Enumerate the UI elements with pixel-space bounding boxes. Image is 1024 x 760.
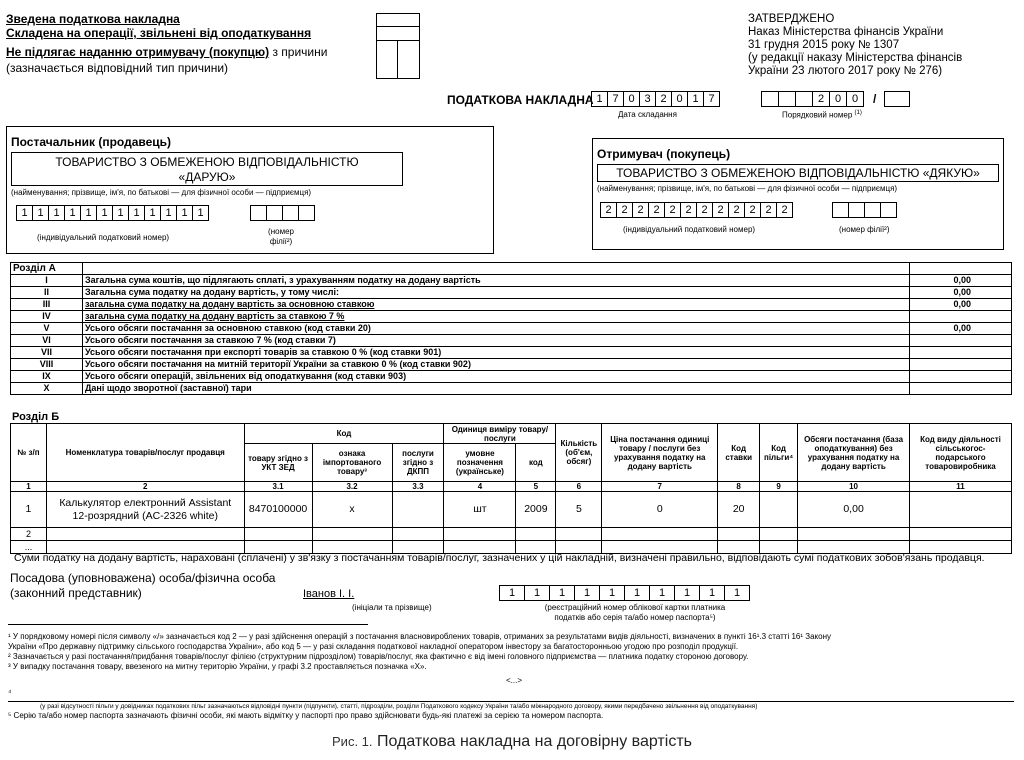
footnote-3: ³ У випадку постачання товару, ввезеного на митну територію України, у графі 3.2 проставляється позначка «Х». [8, 662, 427, 671]
row-cell[interactable] [516, 528, 556, 541]
section-a-row-value[interactable]: 0,00 [910, 323, 1012, 335]
row-unit-code[interactable]: 2009 [516, 492, 556, 528]
buyer-branch-cells[interactable] [833, 202, 897, 218]
section-a-row-text: загальна сума податку на додану вартість за ставкою 7 % [83, 311, 910, 323]
seller-branch-digit[interactable] [250, 205, 267, 221]
buyer-ipn-digit[interactable]: 2 [600, 202, 617, 218]
col-price-header: Ціна постачання одиниці товару / послуги без урахування податку на додану вартість [602, 424, 718, 482]
section-a-row-text: Усього обсяги операцій, звільнених від оподаткування (код ставки 903) [83, 371, 910, 383]
reg-digit[interactable]: 1 [724, 585, 750, 601]
reg-digit[interactable]: 1 [549, 585, 575, 601]
seller-ipn-digit[interactable]: 1 [144, 205, 161, 221]
number-digit[interactable]: 0 [829, 91, 847, 107]
caption-text: Податкова накладна на договірну вартість [376, 733, 692, 750]
approval-line-4: (у редакції наказу Міністерства фінансів [748, 52, 963, 64]
number-digit[interactable] [795, 91, 813, 107]
reason-cell-1[interactable] [376, 41, 398, 79]
buyer-ipn-digit[interactable]: 2 [648, 202, 665, 218]
seller-name-line2: «ДАРУЮ» [178, 170, 236, 184]
section-a-row [11, 347, 1012, 359]
date-cells[interactable] [592, 91, 720, 107]
buyer-ipn-digit[interactable]: 2 [616, 202, 633, 218]
section-a-row [11, 335, 1012, 347]
reason-cell-2[interactable] [397, 41, 420, 79]
seller-name-line1: ТОВАРИСТВО З ОБМЕЖЕНОЮ ВІДПОВІДАЛЬНІСТЮ [55, 155, 359, 169]
section-a-row-text: загальна сума податку на додану вартість за основною ставкою [83, 299, 910, 311]
reg-digit[interactable]: 1 [649, 585, 675, 601]
buyer-branch-digit[interactable] [864, 202, 881, 218]
col-code-header: Код [244, 424, 444, 444]
buyer-ipn-digit[interactable]: 2 [632, 202, 649, 218]
footnote-1: ¹ У порядковому номері після символу «/» зазначається код 2 — у разі здійснення операцій з постачання власновироблених товарів, отриманих за результатами видів діяльності, визначених в пункті 16¹.3 статті 16¹ Закону [8, 632, 831, 641]
caption-prefix: Рис. 1. [332, 734, 373, 749]
col-number: 1 [11, 482, 47, 492]
col-unit-header: Одиниця виміру товару/послуги [444, 424, 556, 444]
footnote-4: (у разі відсутності пільги у довідниках податкових пільг зазначаються відповідні пункти (підпункти), статті, підрозділи, розділи Податкового кодексу України та/або міжнародного договору, якими передбачено звільнення від оподаткування) [40, 703, 758, 710]
row-activity[interactable] [910, 492, 1012, 528]
row-qty[interactable]: 5 [556, 492, 602, 528]
seller-ipn-digit[interactable]: 1 [128, 205, 145, 221]
figure-caption [0, 733, 1024, 751]
section-a-row-text: Усього обсяги постачання на митній території України за ставкою 0 % (код ставки 902) [83, 359, 910, 371]
col-qty-header: Кількість (об'єм, обсяг) [556, 424, 602, 482]
date-digit[interactable]: 3 [639, 91, 656, 107]
col-name-header: Номенклатура товарів/послуг продавця [46, 424, 244, 482]
buyer-ipn-digit[interactable]: 2 [776, 202, 793, 218]
section-a-row-number: VII [11, 347, 83, 359]
signer-reg-cells[interactable] [500, 585, 750, 601]
section-a-row-number: IV [11, 311, 83, 323]
section-a-row-text: Загальна сума податку на додану вартість, у тому числі: [83, 287, 910, 299]
reason-type-note: (зазначається відповідний тип причини) [6, 61, 229, 75]
seller-branch-label: (номер філії²) [268, 227, 294, 246]
section-b-title: Розділ Б [12, 411, 60, 423]
col-number: 5 [516, 482, 556, 492]
col-number: 10 [798, 482, 910, 492]
section-a-row-value[interactable] [910, 371, 1012, 383]
seller-branch-cells[interactable] [251, 205, 315, 221]
buyer-name-caption: (найменування; прізвище, ім'я, по батькові — для фізичної особи — підприємця) [597, 184, 898, 193]
reg-digit[interactable]: 1 [674, 585, 700, 601]
seller-ipn-digit[interactable]: 1 [16, 205, 33, 221]
seller-ipn-digit[interactable]: 1 [112, 205, 129, 221]
row-product-name[interactable]: Калькулятор електронний Assistant 12-розрядний (AC-2326 white) [46, 492, 244, 528]
approval-line-5: України 23 лютого 2017 року № 276) [748, 65, 943, 77]
footnote-1-cont: України «Про державну підтримку сільського господарства України», або код 5 — у разі складання податкової накладної оператором інвестору за багатосторонньою угодою про розподіл продукції. [8, 642, 739, 651]
seller-ipn-digit[interactable]: 1 [176, 205, 193, 221]
seller-ipn-digit[interactable]: 1 [192, 205, 209, 221]
col-number: 7 [602, 482, 718, 492]
section-a-row-text: Усього обсяги постачання за ставкою 7 % (код ставки 7) [83, 335, 910, 347]
signer-name[interactable]: Іванов І. І. [303, 588, 355, 600]
row-cell[interactable] [718, 528, 760, 541]
buyer-ipn-digit[interactable]: 2 [680, 202, 697, 218]
buyer-branch-digit[interactable] [832, 202, 849, 218]
row-cell[interactable] [910, 528, 1012, 541]
table-row [11, 492, 1012, 528]
row-volume[interactable]: 0,00 [798, 492, 910, 528]
reg-digit[interactable]: 1 [699, 585, 725, 601]
footnote-marker: <...> [506, 676, 523, 685]
col-unit-name-header: умовне позначення (українське) [444, 444, 516, 482]
checkbox-exempt[interactable] [376, 27, 420, 41]
section-a-row-number: II [11, 287, 83, 299]
reg-digit[interactable]: 1 [624, 585, 650, 601]
col-number: 6 [556, 482, 602, 492]
section-a-row-number: X [11, 383, 83, 395]
section-a-row-value[interactable] [910, 383, 1012, 395]
seller-ipn-digit[interactable]: 1 [80, 205, 97, 221]
footnote-4-line [8, 701, 1014, 702]
buyer-branch-label: (номер філії²) [839, 225, 890, 234]
col-volume-header: Обсяги постачання (база оподаткування) без урахування податку на додану вартість [798, 424, 910, 482]
footnote-5: ⁵ Серію та/або номер паспорта зазначають фізичні особи, які мають відмітку у паспорті про право здійснювати будь-які платежі за серією та номером паспорта. [8, 711, 604, 720]
row-cell[interactable] [798, 528, 910, 541]
seller-ipn-cells[interactable] [17, 205, 209, 221]
section-a-row-number: I [11, 275, 83, 287]
buyer-ipn-digit[interactable]: 2 [696, 202, 713, 218]
seller-branch-digit[interactable] [282, 205, 299, 221]
seller-branch-digit[interactable] [266, 205, 283, 221]
footnote-4-number: ⁴ [8, 688, 12, 697]
col-number: 9 [760, 482, 798, 492]
col-number: 4 [444, 482, 516, 492]
col-unit-code-header: код [516, 444, 556, 482]
reg-digit[interactable]: 1 [599, 585, 625, 601]
buyer-panel [592, 138, 1004, 250]
buyer-ipn-label: (індивідуальний податковий номер) [623, 225, 756, 234]
col-number: 11 [910, 482, 1012, 492]
section-a-row [11, 359, 1012, 371]
footnotes [8, 632, 1018, 672]
seller-branch-digit[interactable] [298, 205, 315, 221]
signer-name-caption: (ініціали та прізвище) [352, 603, 432, 612]
approval-line-2: Наказ Міністерства фінансів України [748, 26, 944, 38]
number-digit[interactable]: 0 [846, 91, 864, 107]
exempt-operations-label: Складена на операції, звільнені від оподаткування [6, 26, 312, 40]
section-a-row-value[interactable] [910, 359, 1012, 371]
row-no: ... [11, 541, 47, 554]
date-digit[interactable]: 1 [687, 91, 704, 107]
row-unit[interactable]: шт [444, 492, 516, 528]
row-services[interactable] [392, 492, 444, 528]
row-rate[interactable]: 20 [718, 492, 760, 528]
section-a-header-value [910, 263, 1012, 275]
row-cell[interactable] [556, 528, 602, 541]
row-cell[interactable] [392, 528, 444, 541]
approval-block [748, 13, 1018, 78]
row-benefit[interactable] [760, 492, 798, 528]
col-number: 8 [718, 482, 760, 492]
seller-ipn-label: (індивідуальний податковий номер) [37, 233, 170, 242]
section-a-row [11, 311, 1012, 323]
date-digit[interactable]: 2 [655, 91, 672, 107]
row-price[interactable]: 0 [602, 492, 718, 528]
seller-ipn-digit[interactable]: 1 [96, 205, 113, 221]
date-label: Дата складання [618, 110, 677, 119]
approval-line-3: 31 грудня 2015 року № 1307 [748, 39, 900, 51]
row-cell[interactable] [244, 528, 312, 541]
buyer-ipn-digit[interactable]: 2 [664, 202, 681, 218]
date-digit[interactable]: 1 [591, 91, 608, 107]
section-a-header-spacer [83, 263, 910, 275]
row-cell[interactable] [760, 528, 798, 541]
col-activity-header: Код виду діяльності сільськогос-подарського товаровиробника [910, 424, 1012, 482]
section-a-row [11, 299, 1012, 311]
seller-heading: Постачальник (продавець) [11, 135, 172, 149]
number-digit[interactable] [761, 91, 779, 107]
section-a-row-text: Усього обсяги постачання за основною ставкою (код ставки 20) [83, 323, 910, 335]
number-slash: / [873, 92, 877, 106]
section-a-row-number: VIII [11, 359, 83, 371]
buyer-ipn-digit[interactable]: 2 [712, 202, 729, 218]
section-a-row [11, 275, 1012, 287]
section-a-row [11, 287, 1012, 299]
section-a-row-value[interactable] [910, 311, 1012, 323]
section-a-table [10, 262, 1012, 395]
section-a-row-number: IX [11, 371, 83, 383]
col-uktzed-header: товару згідно з УКТ ЗЕД [244, 444, 312, 482]
section-a-row-number: V [11, 323, 83, 335]
not-provided-label: Не підлягає наданню отримувачу (покупцю) з причини [6, 45, 328, 59]
number-label: Порядковий номер $^{(1)}$ [782, 110, 862, 120]
row-uktzed[interactable]: 8470100000 [244, 492, 312, 528]
row-no: 1 [11, 492, 47, 528]
row-import-flag[interactable]: х [312, 492, 392, 528]
seller-name-caption: (найменування; прізвище, ім'я, по батькові — для фізичної особи — підприємця) [11, 188, 312, 197]
approved-label: ЗАТВЕРДЖЕНО [748, 13, 835, 25]
section-a-row-value[interactable]: 0,00 [910, 287, 1012, 299]
buyer-name-field[interactable]: ТОВАРИСТВО З ОБМЕЖЕНОЮ ВІДПОВІДАЛЬНІСТЮ «ДЯКУЮ» [597, 164, 999, 182]
reg-digit[interactable]: 1 [574, 585, 600, 601]
seller-ipn-digit[interactable]: 1 [160, 205, 177, 221]
section-a-row-text: Загальна сума коштів, що підлягають сплаті, з урахуванням податку на додану вартість [83, 275, 910, 287]
number-digit[interactable]: 2 [812, 91, 830, 107]
seller-ipn-digit[interactable]: 1 [64, 205, 81, 221]
table-row [11, 528, 1012, 541]
section-a-row-number: III [11, 299, 83, 311]
date-digit[interactable]: 7 [703, 91, 720, 107]
row-cell[interactable] [602, 528, 718, 541]
section-a-row-text: Усього обсяги постачання при експорті товарів за ставкою 0 % (код ставки 901) [83, 347, 910, 359]
seller-ipn-digit[interactable]: 1 [32, 205, 49, 221]
section-b-table [10, 423, 1012, 554]
col-services-header: послуги згідно з ДКПП [392, 444, 444, 482]
statement-text: Суми податку на додану вартість, нараховані (сплачені) у зв'язку з постачанням товарів/послуг, зазначених у цій накладній, визначені правильно, відповідають сумі податкових зобов'язань продавця. [14, 552, 985, 564]
date-digit[interactable]: 0 [671, 91, 688, 107]
row-cell[interactable] [312, 528, 392, 541]
number-code-cell[interactable] [884, 91, 910, 107]
section-a-row [11, 323, 1012, 335]
section-a-row [11, 383, 1012, 395]
reg-digit[interactable]: 1 [524, 585, 550, 601]
section-a-row-value[interactable] [910, 335, 1012, 347]
col-number: 2 [46, 482, 244, 492]
section-a-row-value[interactable] [910, 347, 1012, 359]
buyer-branch-digit[interactable] [880, 202, 897, 218]
seller-name-field[interactable] [11, 152, 403, 186]
seller-ipn-digit[interactable]: 1 [48, 205, 65, 221]
section-a-row-value[interactable]: 0,00 [910, 275, 1012, 287]
col-number: 3.3 [392, 482, 444, 492]
section-a-row [11, 371, 1012, 383]
buyer-branch-digit[interactable] [848, 202, 865, 218]
col-number: 3.1 [244, 482, 312, 492]
buyer-heading: Отримувач (покупець) [597, 147, 731, 161]
row-cell[interactable] [444, 528, 516, 541]
seller-panel [6, 126, 494, 254]
number-cells[interactable] [762, 91, 864, 107]
row-cell[interactable] [46, 528, 244, 541]
date-digit[interactable]: 0 [623, 91, 640, 107]
header-block [6, 13, 420, 81]
col-no-header: № з/п [11, 424, 47, 482]
number-digit[interactable] [778, 91, 796, 107]
buyer-ipn-digit[interactable]: 2 [760, 202, 777, 218]
buyer-ipn-digit[interactable]: 2 [728, 202, 745, 218]
col-import-header: ознака імпортованого товару³ [312, 444, 392, 482]
checkbox-consolidated[interactable] [376, 13, 420, 27]
buyer-ipn-cells[interactable] [601, 202, 793, 218]
reg-digit[interactable]: 1 [499, 585, 525, 601]
section-a-title: Розділ А [11, 263, 83, 275]
signer-reg-caption: (реєстраційний номер облікової картки платника податків або серія та/або номер паспорта⁵) [544, 603, 726, 622]
buyer-ipn-digit[interactable]: 2 [744, 202, 761, 218]
section-a-row-number: VI [11, 335, 83, 347]
section-a-row-text: Дані щодо зворотної (заставної) тари [83, 383, 910, 395]
date-digit[interactable]: 7 [607, 91, 624, 107]
signer-role: Посадова (уповноважена) особа/фізична особа (законний представник) [10, 571, 276, 600]
col-benefit-header: Код пільги⁴ [760, 424, 798, 482]
row-no: 2 [11, 528, 47, 541]
consolidated-invoice-label: Зведена податкова накладна [6, 12, 180, 26]
col-rate-header: Код ставки [718, 424, 760, 482]
footnote-divider [8, 624, 368, 625]
invoice-title: ПОДАТКОВА НАКЛАДНА [447, 93, 594, 107]
footnote-2: ² Зазначається у разі постачання/придбання товарів/послуг філією (структурним підрозділом) товарів/послуг, яка фактично є від імені головного підприємства — платника податку стороною договору. [8, 652, 749, 661]
section-a-row-value[interactable]: 0,00 [910, 299, 1012, 311]
col-number: 3.2 [312, 482, 392, 492]
